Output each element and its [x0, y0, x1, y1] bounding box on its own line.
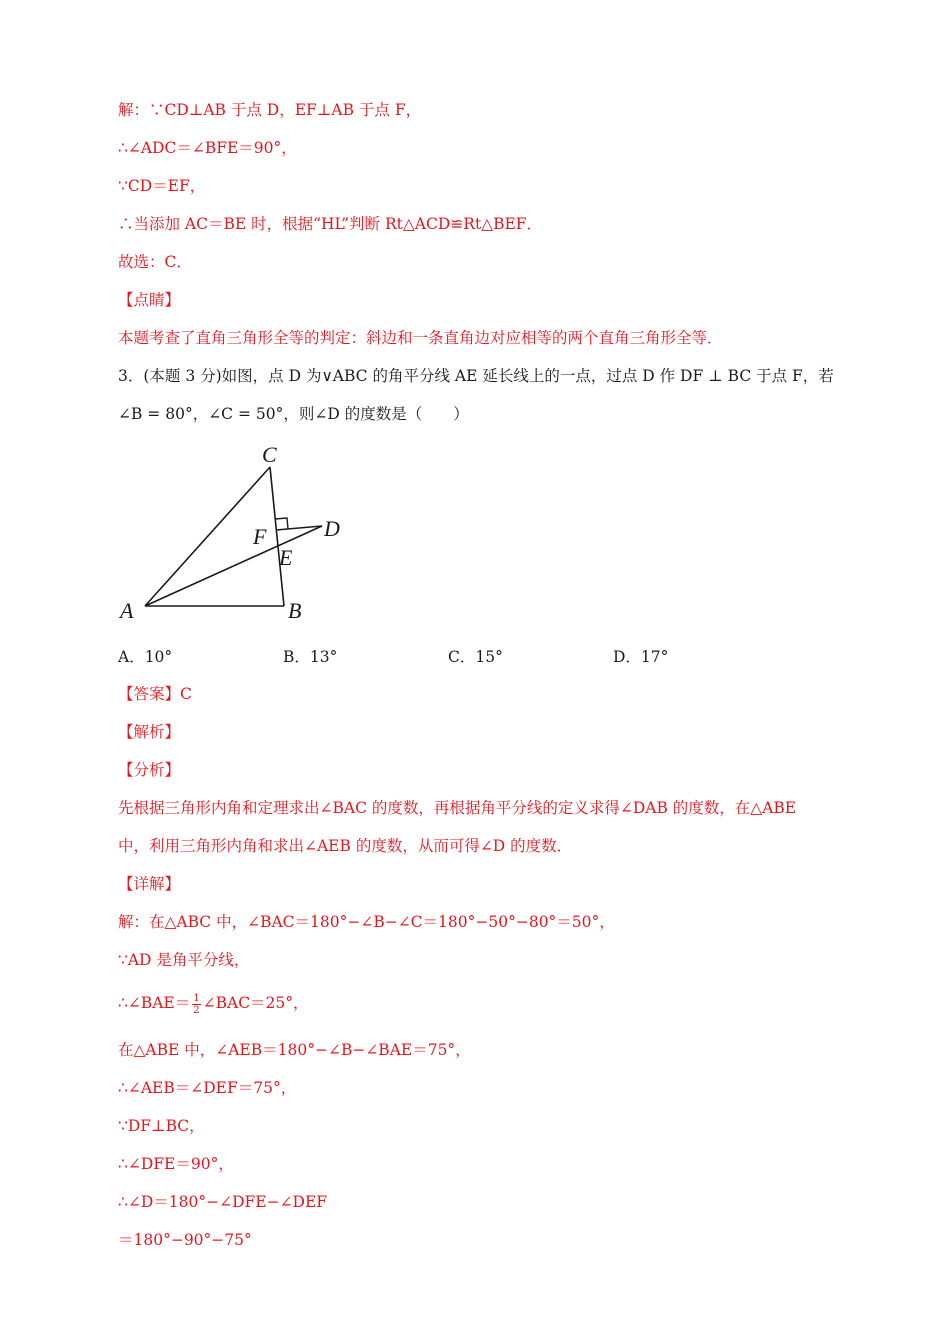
segment-CB: [270, 467, 284, 606]
detail-line-1: 解：在△ABC 中，∠BAC＝180°−∠B−∠C＝180°−50°−80°＝50°，: [118, 913, 615, 931]
solution-line-5: 故选：C．: [118, 253, 192, 271]
fraction-half: [192, 993, 200, 1016]
label-B: B: [288, 598, 302, 623]
solution-line-4: ∴当添加 AC＝BE 时，根据“HL”判断 Rt△ACD≌Rt△BEF．: [118, 215, 543, 233]
answer-line: 【答案】C: [118, 685, 192, 703]
segment-AC: [145, 467, 270, 606]
solution-line-1: 解：∵CD⊥AB 于点 D，EF⊥AB 于点 F，: [118, 101, 422, 119]
fenxi-line-1: 先根据三角形内角和定理求出∠BAC 的度数，再根据角平分线的定义求得∠DAB 的度数，在△ABE: [118, 799, 797, 817]
option-c: C．15°: [448, 648, 503, 666]
right-angle-mark: [275, 518, 288, 529]
segment-AD: [145, 526, 322, 606]
detail-line-3-prefix: ∴∠BAE＝: [118, 994, 191, 1012]
label-A: A: [120, 598, 134, 623]
detail-line-3: [118, 992, 309, 1016]
solution-line-3: ∵CD＝EF，: [118, 177, 206, 195]
option-a: A．10°: [118, 648, 173, 666]
solution-line-2: ∴∠ADC＝∠BFE＝90°，: [118, 139, 297, 157]
label-F: F: [253, 524, 267, 549]
detail-line-2: ∵AD 是角平分线，: [118, 951, 250, 969]
detail-line-3-suffix: ∠BAC＝25°，: [202, 994, 309, 1012]
label-C: C: [262, 442, 277, 467]
detail-line-6: ∵DF⊥BC，: [118, 1117, 205, 1135]
fenxi-line-2: 中，利用三角形内角和求出∠AEB 的度数，从而可得∠D 的度数．: [118, 837, 573, 855]
label-D: D: [324, 516, 340, 541]
detail-line-8: ∴∠D＝180°−∠DFE−∠DEF: [118, 1193, 328, 1211]
fraction-numerator: 1: [193, 992, 200, 1004]
fraction-denominator: 2: [193, 1004, 200, 1016]
option-b: B．13°: [283, 648, 338, 666]
tip-text: 本题考查了直角三角形全等的判定：斜边和一条直角边对应相等的两个直角三角形全等．: [118, 329, 723, 347]
tip-heading: 【点睛】: [118, 291, 181, 309]
question-line-1: 3．(本题 3 分)如图，点 D 为∨ABC 的角平分线 AE 延长线上的一点，过点 D 作 DF ⊥ BC 于点 F，若: [118, 367, 834, 385]
analysis-heading: 【解析】: [118, 723, 181, 741]
option-d: D．17°: [613, 648, 669, 666]
fenxi-heading: 【分析】: [118, 761, 181, 779]
detail-line-4: 在△ABE 中，∠AEB＝180°−∠B−∠BAE＝75°，: [118, 1041, 471, 1059]
question-line-2: ∠B = 80°，∠C = 50°，则∠D 的度数是（ ）: [118, 405, 469, 423]
detail-line-7: ∴∠DFE＝90°，: [118, 1155, 234, 1173]
detail-heading: 【详解】: [118, 875, 181, 893]
detail-line-9: ＝180°−90°−75°: [118, 1231, 252, 1249]
label-E: E: [279, 545, 293, 570]
detail-line-5: ∴∠AEB＝∠DEF＝75°，: [118, 1079, 297, 1097]
triangle-figure: [112, 440, 352, 625]
